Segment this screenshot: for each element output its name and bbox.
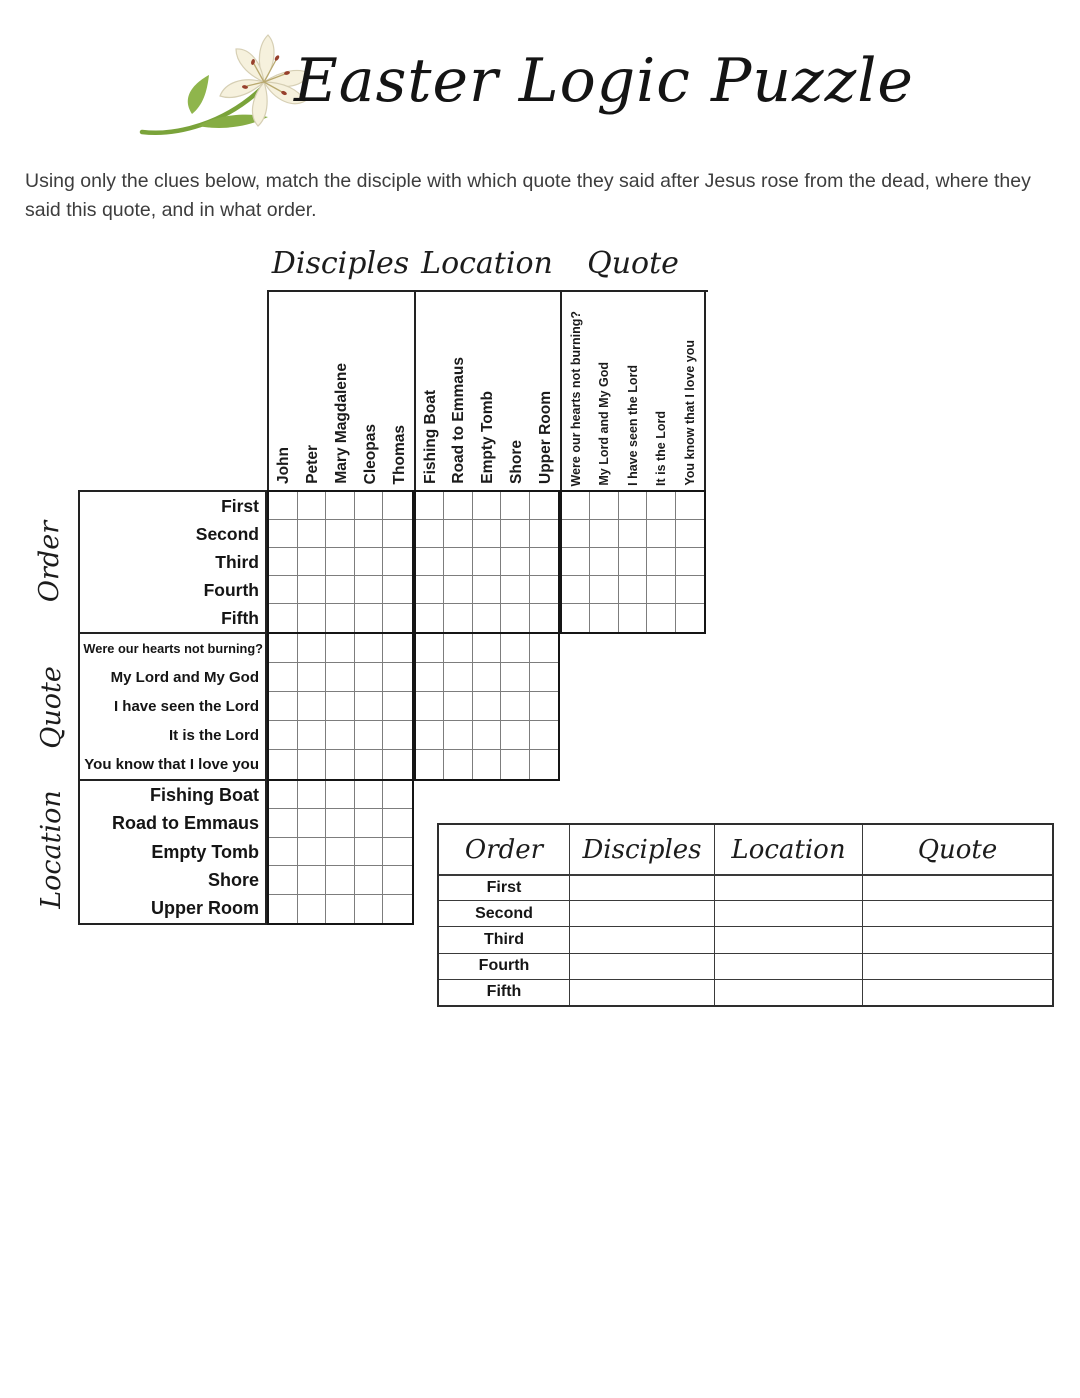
answer-blank-cell[interactable] [862,979,1052,1005]
column-label-empty-tomb: Empty Tomb [479,391,497,484]
grid-cell[interactable] [473,750,501,779]
grid-cell[interactable] [355,520,384,548]
grid-block-order-location [414,490,560,634]
grid-cell[interactable] [530,576,558,604]
grid-cell[interactable] [501,750,529,779]
row-group-header-location: Location [35,790,67,909]
grid-cell[interactable] [530,548,558,576]
grid-cell[interactable] [530,721,558,750]
answer-blank-cell[interactable] [569,979,714,1005]
row-label-hearts-burning: Were our hearts not burning? [83,641,263,656]
grid-cell[interactable] [355,750,384,779]
column-group-header-location: Location [421,246,553,281]
answer-blank-cell[interactable] [714,926,862,952]
grid-cell[interactable] [530,492,558,520]
grid-cell[interactable] [269,520,298,548]
grid-cell[interactable] [355,663,384,692]
row-label-you-know-i-love-you: You know that I love you [84,756,259,773]
grid-cell[interactable] [383,750,412,779]
grid-cell[interactable] [383,781,412,809]
grid-cell[interactable] [383,895,412,923]
answer-blank-cell[interactable] [862,874,1052,900]
answer-header-location: Location [731,834,846,865]
column-group-disciples [267,292,414,490]
grid-cell[interactable] [619,576,647,604]
grid-block-order-quote [560,490,706,634]
grid-cell[interactable] [473,663,501,692]
grid-cell[interactable] [298,781,327,809]
grid-cell[interactable] [355,866,384,894]
answer-header-disciples: Disciples [582,834,702,865]
grid-cell[interactable] [383,866,412,894]
row-label-seen-the-lord: I have seen the Lord [113,698,259,715]
column-label-thomas: Thomas [390,424,408,484]
answer-blank-cell[interactable] [569,926,714,952]
row-group-header-order: Order [34,520,66,603]
grid-cell[interactable] [530,750,558,779]
grid-cell[interactable] [647,576,675,604]
grid-cell[interactable] [383,809,412,837]
grid-cell[interactable] [444,721,472,750]
grid-cell[interactable] [326,750,355,779]
grid-cell[interactable] [416,663,444,692]
grid-cell[interactable] [416,721,444,750]
grid-cell[interactable] [326,721,355,750]
grid-cell[interactable] [619,520,647,548]
column-label-john: John [274,446,292,484]
row-labels-order [78,490,267,634]
grid-cell[interactable] [269,492,298,520]
grid-cell[interactable] [501,576,529,604]
answer-header-quote: Quote [917,834,998,865]
column-label-fishing-boat: Fishing Boat [421,390,439,484]
grid-cell[interactable] [355,838,384,866]
grid-cell[interactable] [298,750,327,779]
grid-cell[interactable] [676,604,704,632]
grid-cell[interactable] [590,548,618,576]
grid-cell[interactable] [562,604,590,632]
grid-cell[interactable] [383,604,412,632]
grid-cell[interactable] [326,895,355,923]
answer-blank-cell[interactable] [862,926,1052,952]
grid-block-quote-location [414,632,560,781]
grid-cell[interactable] [269,576,298,604]
grid-cell[interactable] [383,663,412,692]
grid-cell[interactable] [383,634,412,663]
grid-cell[interactable] [355,548,384,576]
grid-cell[interactable] [619,492,647,520]
row-label-upper-room: Upper Room [151,898,259,919]
grid-block-order-disciples [267,490,414,634]
answer-blank-cell[interactable] [714,953,862,979]
grid-cell[interactable] [326,838,355,866]
grid-cell[interactable] [676,492,704,520]
grid-cell[interactable] [355,634,384,663]
grid-cell[interactable] [326,576,355,604]
column-group-location [414,292,560,490]
row-label-second: Second [195,523,259,544]
grid-cell[interactable] [298,492,327,520]
column-group-header-disciples: Disciples [271,246,410,281]
grid-cell[interactable] [501,604,529,632]
column-label-my-lord-my-god: My Lord and My God [597,362,612,486]
row-label-fishing-boat: Fishing Boat [150,784,259,805]
grid-cell[interactable] [416,692,444,721]
column-label-upper-room: Upper Room [536,391,554,484]
answer-table [437,823,1054,1007]
answer-row-label-second: Second [475,904,533,922]
page-title: Easter Logic Puzzle [294,46,914,116]
answer-header-order: Order [464,834,544,865]
grid-cell[interactable] [326,663,355,692]
grid-cell[interactable] [383,548,412,576]
grid-cell[interactable] [269,750,298,779]
column-label-shore: Shore [508,440,526,484]
answer-row-label-fifth: Fifth [486,983,522,1001]
grid-cell[interactable] [355,692,384,721]
grid-cell[interactable] [562,576,590,604]
row-label-my-lord-my-god: My Lord and My God [110,669,259,686]
grid-cell[interactable] [269,692,298,721]
grid-cell[interactable] [473,548,501,576]
grid-cell[interactable] [676,548,704,576]
grid-cell[interactable] [298,604,327,632]
row-label-shore: Shore [207,869,259,890]
answer-blank-cell[interactable] [714,900,862,926]
grid-cell[interactable] [326,809,355,837]
grid-cell[interactable] [676,520,704,548]
column-group-quote [560,292,706,490]
row-labels-location [78,779,267,925]
grid-cell[interactable] [355,895,384,923]
grid-cell[interactable] [298,866,327,894]
answer-row-label-third: Third [484,930,524,948]
grid-cell[interactable] [473,634,501,663]
grid-cell[interactable] [269,838,298,866]
answer-row-label-fourth: Fourth [478,957,530,975]
grid-cell[interactable] [355,721,384,750]
column-label-mary-magdalene: Mary Magdalene [332,363,350,484]
row-labels-quote [78,632,267,781]
column-label-cleopas: Cleopas [361,423,379,484]
grid-cell[interactable] [269,721,298,750]
grid-cell[interactable] [473,721,501,750]
answer-blank-cell[interactable] [862,953,1052,979]
grid-cell[interactable] [444,520,472,548]
answer-blank-cell[interactable] [714,979,862,1005]
grid-cell[interactable] [501,548,529,576]
answer-row-label-first: First [486,879,522,897]
grid-cell[interactable] [298,809,327,837]
grid-cell[interactable] [355,809,384,837]
grid-cell[interactable] [501,492,529,520]
grid-cell[interactable] [326,634,355,663]
grid-cell[interactable] [269,663,298,692]
grid-cell[interactable] [416,520,444,548]
grid-cell[interactable] [619,548,647,576]
grid-cell[interactable] [473,492,501,520]
grid-cell[interactable] [647,548,675,576]
grid-cell[interactable] [444,492,472,520]
grid-cell[interactable] [416,548,444,576]
grid-cell[interactable] [298,692,327,721]
grid-cell[interactable] [501,663,529,692]
column-group-header-quote: Quote [587,246,679,281]
grid-cell[interactable] [355,604,384,632]
answer-blank-cell[interactable] [569,874,714,900]
grid-cell[interactable] [326,548,355,576]
grid-cell[interactable] [269,866,298,894]
grid-cell[interactable] [269,634,298,663]
grid-cell[interactable] [326,492,355,520]
grid-cell[interactable] [383,492,412,520]
grid-cell[interactable] [269,809,298,837]
column-label-seen-the-lord: I have seen the Lord [625,365,640,486]
grid-cell[interactable] [383,721,412,750]
row-group-header-quote: Quote [35,666,67,749]
grid-cell[interactable] [269,781,298,809]
grid-cell[interactable] [416,634,444,663]
grid-cell[interactable] [326,781,355,809]
grid-cell[interactable] [326,520,355,548]
row-label-third: Third [215,551,259,572]
grid-cell[interactable] [355,576,384,604]
answer-blank-cell[interactable] [569,900,714,926]
grid-cell[interactable] [562,548,590,576]
grid-cell[interactable] [530,663,558,692]
grid-cell[interactable] [530,520,558,548]
grid-cell[interactable] [326,866,355,894]
grid-cell[interactable] [298,548,327,576]
column-label-you-know-i-love-you: You know that I love you [682,340,697,486]
grid-cell[interactable] [473,576,501,604]
row-label-empty-tomb: Empty Tomb [151,841,259,862]
grid-cell[interactable] [590,604,618,632]
grid-column-labels [267,290,708,490]
grid-cell[interactable] [444,634,472,663]
column-label-road-to-emmaus: Road to Emmaus [450,357,468,484]
grid-cell[interactable] [326,692,355,721]
grid-cell[interactable] [444,548,472,576]
grid-cell[interactable] [473,692,501,721]
grid-cell[interactable] [383,838,412,866]
column-label-peter: Peter [303,445,321,484]
grid-cell[interactable] [298,838,327,866]
grid-cell[interactable] [416,492,444,520]
grid-cell[interactable] [562,520,590,548]
grid-cell[interactable] [355,492,384,520]
grid-cell[interactable] [530,634,558,663]
grid-cell[interactable] [590,520,618,548]
grid-cell[interactable] [473,604,501,632]
grid-cell[interactable] [444,663,472,692]
grid-cell[interactable] [444,576,472,604]
grid-cell[interactable] [383,520,412,548]
grid-cell[interactable] [501,721,529,750]
column-label-it-is-the-lord: It is the Lord [654,411,669,486]
grid-cell[interactable] [473,520,501,548]
answer-blank-cell[interactable] [862,900,1052,926]
grid-cell[interactable] [298,721,327,750]
row-label-fourth: Fourth [203,579,259,600]
grid-cell[interactable] [298,634,327,663]
grid-cell[interactable] [416,576,444,604]
row-label-fifth: Fifth [221,607,259,628]
grid-cell[interactable] [530,604,558,632]
grid-cell[interactable] [383,692,412,721]
grid-cell[interactable] [647,604,675,632]
grid-cell[interactable] [501,634,529,663]
row-label-it-is-the-lord: It is the Lord [169,727,259,744]
row-label-first: First [221,495,259,516]
grid-cell[interactable] [269,604,298,632]
grid-cell[interactable] [416,604,444,632]
grid-cell[interactable] [269,895,298,923]
grid-cell[interactable] [647,492,675,520]
grid-cell[interactable] [355,781,384,809]
grid-cell[interactable] [501,520,529,548]
grid-cell[interactable] [298,576,327,604]
grid-block-location-disciples [267,779,414,925]
grid-cell[interactable] [298,895,327,923]
grid-cell[interactable] [416,750,444,779]
grid-cell[interactable] [590,492,618,520]
answer-blank-cell[interactable] [714,874,862,900]
grid-cell[interactable] [444,750,472,779]
grid-cell[interactable] [562,492,590,520]
grid-cell[interactable] [530,692,558,721]
grid-cell[interactable] [647,520,675,548]
grid-cell[interactable] [676,576,704,604]
grid-cell[interactable] [298,520,327,548]
row-label-road-to-emmaus: Road to Emmaus [111,813,259,834]
grid-cell[interactable] [590,576,618,604]
grid-cell[interactable] [501,692,529,721]
grid-cell[interactable] [326,604,355,632]
grid-cell[interactable] [619,604,647,632]
grid-cell[interactable] [444,692,472,721]
grid-cell[interactable] [298,663,327,692]
grid-cell[interactable] [383,576,412,604]
instructions-text: Using only the clues below, match the disciple with which quote they said after Jesus rose from the dead, where they said this quote, and in what order. [25,170,1031,222]
grid-block-quote-disciples [267,632,414,781]
grid-cell[interactable] [269,548,298,576]
grid-cell[interactable] [444,604,472,632]
column-label-hearts-burning: Were our hearts not burning? [568,310,583,486]
answer-blank-cell[interactable] [569,953,714,979]
